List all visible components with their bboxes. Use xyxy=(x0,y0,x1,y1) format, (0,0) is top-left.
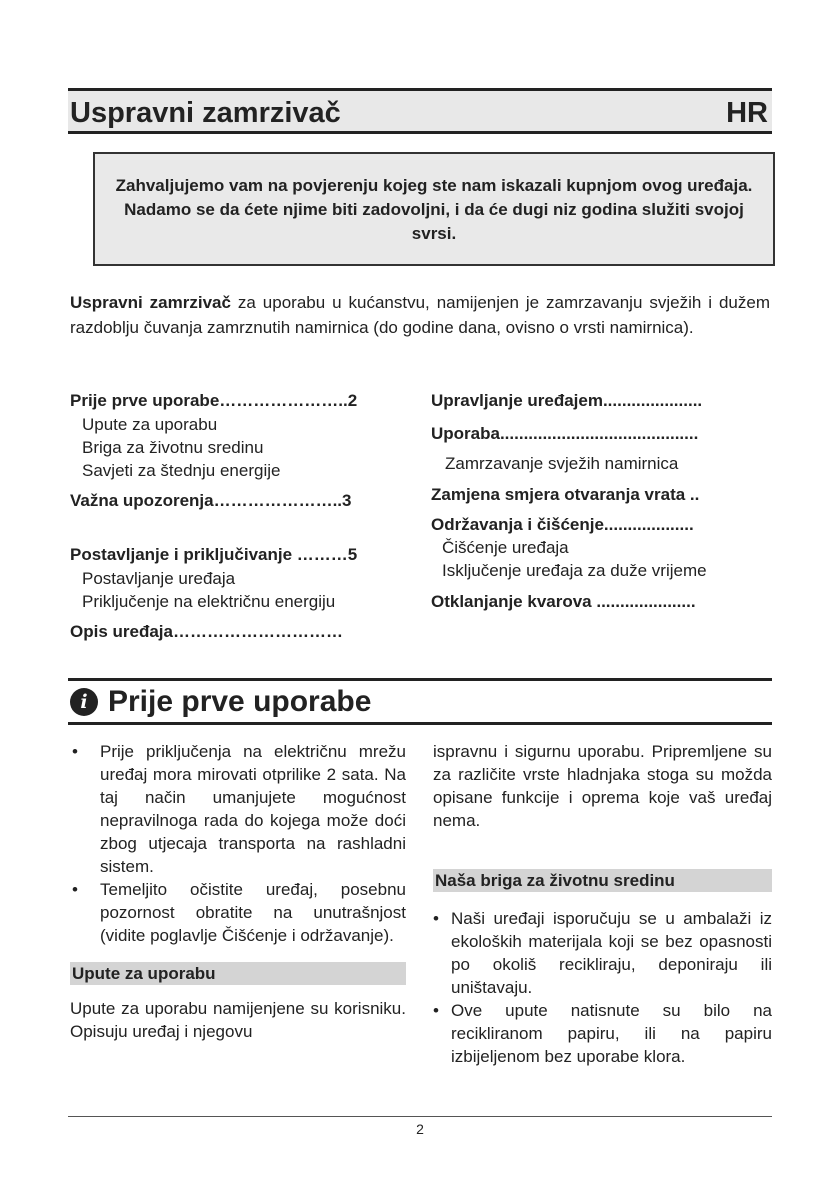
list-item-text: Prije priključenja na električnu mrežu uređaj mora mirovati otprilike 2 sata. Na taj način umanjujete mogućnost nepravilnoga rada do kojega može doći zbog utjecaja transporta na rashladni sistem. xyxy=(100,742,406,876)
document-title: Uspravni zamrzivač xyxy=(70,97,341,129)
bullet-icon: • xyxy=(72,880,78,899)
toc-entry-opis[interactable]: Opis uređaja………………………… xyxy=(70,622,343,641)
toc-entry-postavljanje[interactable]: Postavljanje i priključivanje ………5 xyxy=(70,545,358,564)
toc-sub-iskljucenje[interactable]: Isključenje uređaja za duže vrijeme xyxy=(442,561,707,580)
list-item-text: Temeljito očistite uređaj, posebnu pozornost obratite na unutrašnjost (vidite poglavlje Čišćenje i održavanje). xyxy=(100,880,406,945)
toc-sub-briga[interactable]: Briga za životnu sredinu xyxy=(82,438,264,457)
intro-paragraph xyxy=(70,290,770,340)
bullet-icon: • xyxy=(433,1001,439,1020)
toc-sub-postavljanje-uredaja[interactable]: Postavljanje uređaja xyxy=(82,569,236,588)
toc-entry-prije[interactable]: Prije prve uporabe…………………..2 xyxy=(70,391,358,410)
bullet-icon: • xyxy=(72,742,78,761)
page-number: 2 xyxy=(416,1121,424,1137)
toc-sub-prikljucenje[interactable]: Priključenje na električnu energiju xyxy=(82,592,336,611)
thank-you-box: Zahvaljujemo vam na povjerenju kojeg ste nam iskazali kupnjom ovog uređaja. Nadamo se da ćete njime biti zadovoljni, i da će dugi niz godina služiti svojoj svrsi. xyxy=(93,152,775,266)
list-item xyxy=(433,907,772,999)
toc-entry-uporaba[interactable]: Uporaba.......................................... xyxy=(431,424,699,443)
toc-sub-ciscenje[interactable]: Čišćenje uređaja xyxy=(442,538,569,557)
section-heading-bar xyxy=(68,678,772,725)
briga-heading: Naša briga za životnu sredinu xyxy=(433,869,772,892)
upute-paragraph: Upute za uporabu namijenjene su korisniku. Opisuju uređaj i njegovu xyxy=(70,999,406,1041)
left-column xyxy=(70,740,406,1043)
right-column xyxy=(433,740,772,1068)
preparation-list xyxy=(70,740,406,947)
toc-entry-zamjena-vrata[interactable]: Zamjena smjera otvaranja vrata .. xyxy=(431,485,700,504)
footer-divider xyxy=(68,1116,772,1117)
intro-text: za uporabu u kućanstvu, namijenjen je zamrzavanju svježih i dužem razdoblju čuvanja zamrznutih namirnica (do godine dana, ovisno o vrsti namirnica). xyxy=(70,293,770,337)
toc-sub-upute[interactable]: Upute za uporabu xyxy=(82,415,218,434)
environment-list xyxy=(433,907,772,1068)
list-item xyxy=(433,999,772,1068)
continued-paragraph: ispravnu i sigurnu uporabu. Pripremljene su za različite vrste hladnjaka stoga su možda opisane funkcije i oprema koje vaš uređaj nema. xyxy=(433,742,772,830)
info-icon: i xyxy=(70,688,98,716)
upute-heading: Upute za uporabu xyxy=(70,962,406,985)
toc-entry-upravljanje[interactable]: Upravljanje uređajem..................... xyxy=(431,391,703,410)
list-item xyxy=(70,878,406,947)
section-title: Prije prve uporabe xyxy=(108,685,372,718)
intro-bold: Uspravni zamrzivač xyxy=(70,293,231,312)
bullet-icon: • xyxy=(433,909,439,928)
toc-sub-zamrzavanje[interactable]: Zamrzavanje svježih namirnica xyxy=(445,454,679,473)
toc-sub-savjeti[interactable]: Savjeti za štednju energije xyxy=(82,461,281,480)
list-item xyxy=(70,740,406,878)
list-item-text: Ove upute natisnute su bilo na recikliranom papiru, ili na papiru izbijeljenom bez uporabe klora. xyxy=(451,1001,772,1066)
toc-entry-odrzavanje[interactable]: Održavanja i čišćenje................... xyxy=(431,515,694,534)
header-bar xyxy=(68,88,772,134)
language-code: HR xyxy=(726,97,768,129)
list-item-text: Naši uređaji isporučuju se u ambalaži iz ekoloških materijala koji se bez opasnosti po okoliš recikliraju, deponiraju ili uništavaju. xyxy=(451,909,772,997)
toc-entry-kvarovi[interactable]: Otklanjanje kvarova ..................... xyxy=(431,592,696,611)
toc-entry-upozorenja[interactable]: Važna upozorenja…………………..3 xyxy=(70,491,352,510)
